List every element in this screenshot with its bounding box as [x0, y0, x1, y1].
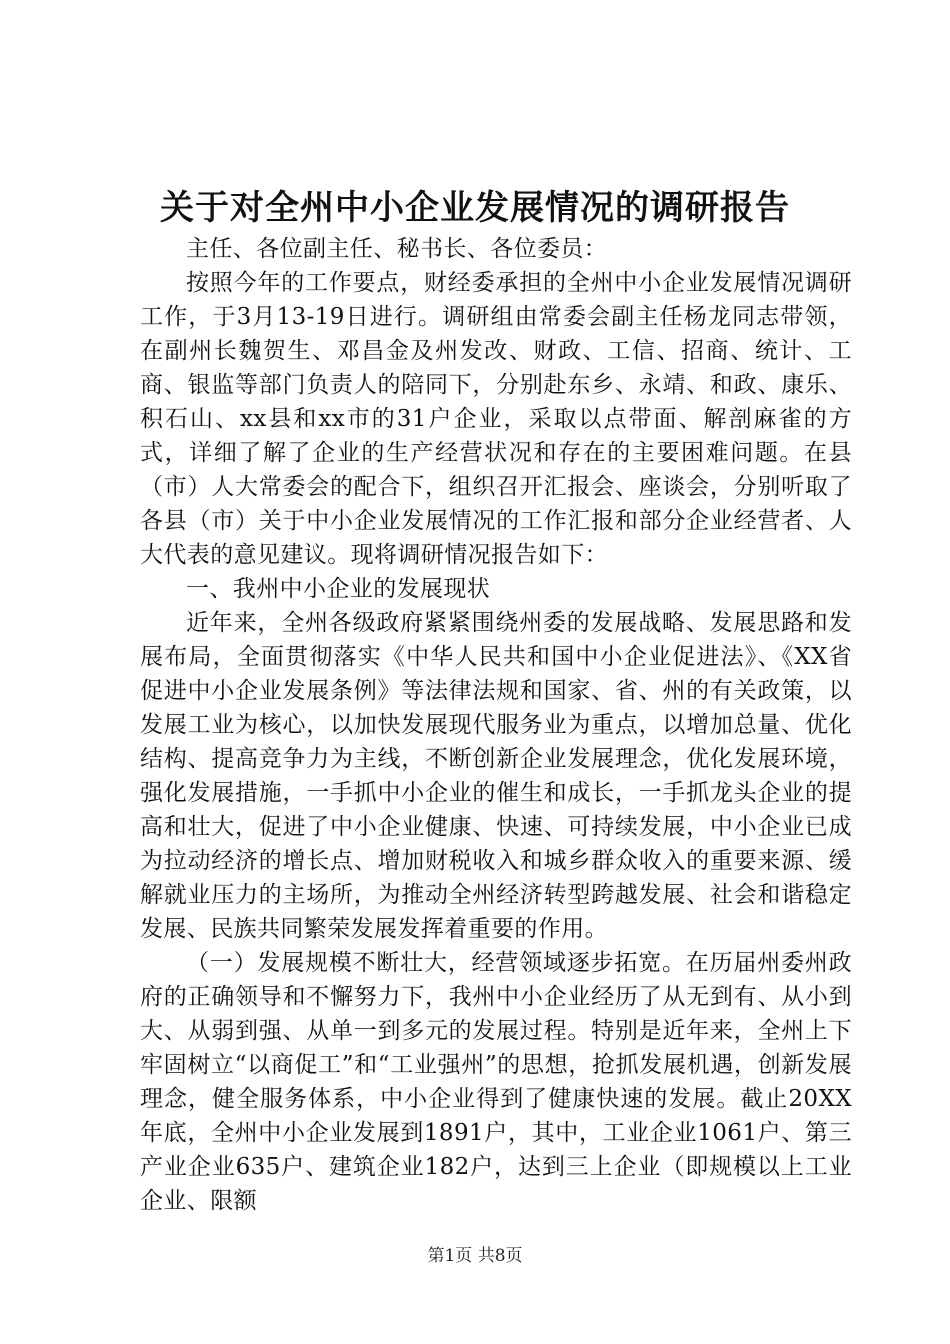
document-title: 关于对全州中小企业发展情况的调研报告 — [160, 188, 790, 228]
page-footer: 第1页 共8页 — [427, 1246, 523, 1266]
status-paragraph: 近年来，全州各级政府紧紧围绕州委的发展战略、发展思路和发展布局，全面贯彻落实《中华人民共和国中小企业促进法》、《XX省促进中小企业发展条例》等法律法规和国家、省、州的有关政策，以发展工业为核心，以加快发展现代服务业为重点，以增加总量、优化结构、提高竞争力为主线，不断创新企业发展理念，优化发展环境，强化发展措施，一手抓中小企业的催生和成长，一手抓龙头企业的提高和壮大，促进了中小企业健康、快速、可持续发展，中小企业已成为拉动经济的增长点、增加财税收入和城乡群众收入的重要来源、缓解就业压力的主场所，为推动全州经济转型跨越发展、社会和谐稳定发展、民族共同繁荣发展发挥着重要的作用。 — [140, 610, 852, 942]
intro-paragraph: 按照今年的工作要点，财经委承担的全州中小企业发展情况调研工作，于3月13-19日进行。调研组由常委会副主任杨龙同志带领，在副州长魏贺生、邓昌金及州发改、财政、工信、招商、统计、工商、银监等部门负责人的陪同下，分别赴东乡、永靖、和政、康乐、积石山、xx县和xx市的31户企业，采取以点带面、解剖麻雀的方式，详细了解了企业的生产经营状况和存在的主要困难问题。在县（市）人大常委会的配合下，组织召开汇报会、座谈会，分别听取了各县（市）关于中小企业发展情况的工作汇报和部分企业经营者、人大代表的意见建议。现将调研情况报告如下： — [140, 270, 852, 568]
salutation-paragraph: 主任、各位副主任、秘书长、各位委员： — [186, 236, 608, 262]
section-heading: 一、我州中小企业的发展现状 — [186, 576, 491, 602]
subsection-paragraph: （一）发展规模不断壮大，经营领域逐步拓宽。在历届州委州政府的正确领导和不懈努力下，我州中小企业经历了从无到有、从小到大、从弱到强、从单一到多元的发展过程。特别是近年来，全州上下牢固树立“以商促工”和“工业强州”的思想，抢抓发展机遇，创新发展理念，健全服务体系，中小企业得到了健康快速的发展。截止20XX年底，全州中小企业发展到1891户，其中，工业企业1061户、第三产业企业635户、建筑企业182户，达到三上企业（即规模以上工业企业、限额 — [140, 950, 852, 1214]
document-body — [140, 232, 852, 1218]
